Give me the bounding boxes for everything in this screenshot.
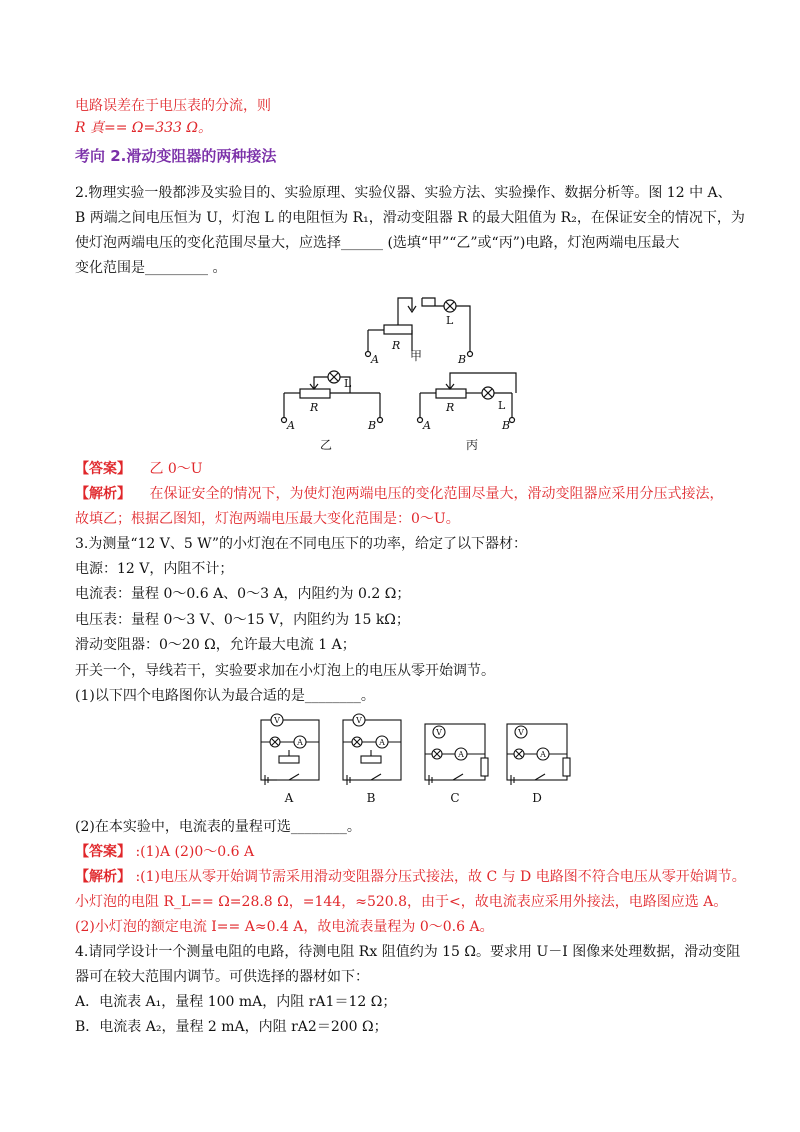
question-4-line: A．电流表 A₁，量程 100 mA，内阻 rA1＝12 Ω； bbox=[75, 994, 397, 1010]
question-3-line: 电流表：量程 0～0.6 A、0～3 A，内阻约为 0.2 Ω； bbox=[75, 586, 411, 602]
ammeter-label: A bbox=[540, 750, 546, 759]
rheostat-symbol bbox=[384, 325, 412, 334]
answer-line: 【答案】 乙 0～U bbox=[75, 461, 203, 477]
analysis-line: 故填乙；根据乙图知，灯泡两端电压最大变化范围是：0～U。 bbox=[75, 511, 460, 527]
question-3-line: 电压表：量程 0～3 V、0～15 V，内阻约为 15 kΩ； bbox=[75, 612, 410, 628]
text-line: 电路误差在于电压表的分流，则 bbox=[75, 98, 271, 114]
terminal-A: A bbox=[423, 419, 431, 432]
caption-yi: 乙 bbox=[320, 438, 333, 452]
question-3-line: (1)以下四个电路图你认为最合适的是________。 bbox=[75, 688, 375, 704]
circuit-figure-1 bbox=[260, 285, 540, 460]
terminal-B: B bbox=[502, 419, 511, 432]
question-3-line: 滑动变阻器：0～20 Ω，允许最大电流 1 A； bbox=[75, 637, 356, 653]
ammeter-label: A bbox=[458, 750, 464, 759]
terminal-A: A bbox=[371, 353, 379, 366]
question-3-line: 3.为测量“12 V、5 W”的小灯泡在不同电压下的功率，给定了以下器材： bbox=[75, 536, 528, 552]
question-3-line: (2)在本实验中，电流表的量程可选________。 bbox=[75, 819, 361, 835]
question-4-line: 4.请同学设计一个测量电阻的电路，待测电阻 Rx 阻值约为 15 Ω。要求用 U－I 图像来处理数据，滑动变阻 bbox=[75, 944, 741, 960]
terminal-B: B bbox=[368, 419, 377, 432]
label-R: R bbox=[446, 401, 455, 414]
voltmeter-label: V bbox=[356, 716, 362, 725]
ammeter-label: A bbox=[297, 738, 303, 747]
caption-jia: 甲 bbox=[410, 349, 423, 363]
analysis-line: 【解析】 在保证安全的情况下，为使灯泡两端电压的变化范围尽量大，滑动变阻器应采用分压式接法， bbox=[75, 486, 724, 502]
label-L: L bbox=[344, 377, 352, 390]
question-4-line: 器可在较大范围内调节。可供选择的器材如下： bbox=[75, 969, 369, 985]
analysis-line: 【解析】 :(1)电压从零开始调节需采用滑动变阻器分压式接法，故 C 与 D 电路图不符合电压从零开始调节。 bbox=[75, 869, 746, 885]
analysis-line: (2)小灯泡的额定电流 I== A≈0.4 A，故电流表量程为 0～0.6 A。 bbox=[75, 919, 494, 935]
question-3-line: 电源：12 V，内阻不计； bbox=[75, 561, 234, 577]
voltmeter-label: V bbox=[274, 716, 280, 725]
ammeter-label: A bbox=[379, 738, 385, 747]
label-L: L bbox=[498, 399, 506, 412]
text-line: R 真== Ω=333 Ω。 bbox=[75, 120, 213, 136]
caption-A: A bbox=[284, 791, 294, 805]
circuit-figure-2 bbox=[255, 710, 585, 810]
terminal-A: A bbox=[287, 419, 295, 432]
question-2-line: 2.物理实验一般都涉及实验目的、实验原理、实验仪器、实验方法、实验操作、数据分析等。图 12 中 A、 bbox=[75, 185, 732, 201]
voltmeter-label: V bbox=[436, 728, 442, 737]
voltmeter-label: V bbox=[518, 728, 524, 737]
analysis-line: 小灯泡的电阻 R_L== Ω=28.8 Ω，=144，≈520.8，由于<，故电流表应采用外接法，电路图应选 A。 bbox=[75, 894, 728, 910]
terminal-B: B bbox=[458, 353, 467, 366]
question-2-line: 使灯泡两端电压的变化范围尽量大，应选择______ (选填“甲”“乙”或“丙”)电路，灯泡两端电压最大 bbox=[75, 235, 680, 251]
caption-bing: 丙 bbox=[466, 438, 479, 452]
caption-D: D bbox=[532, 791, 542, 805]
section-heading: 考向 2.滑动变阻器的两种接法 bbox=[75, 147, 277, 165]
caption-B: B bbox=[366, 791, 376, 805]
question-4-line: B．电流表 A₂，量程 2 mA，内阻 rA2＝200 Ω； bbox=[75, 1019, 388, 1035]
answer-line: 【答案】 :(1)A (2)0～0.6 A bbox=[75, 844, 255, 860]
label-R: R bbox=[310, 401, 319, 414]
label-L: L bbox=[446, 314, 454, 327]
question-3-line: 开关一个，导线若干，实验要求加在小灯泡上的电压从零开始调节。 bbox=[75, 663, 495, 679]
question-2-line: 变化范围是_________ 。 bbox=[75, 260, 227, 276]
caption-C: C bbox=[450, 791, 460, 805]
label-R: R bbox=[392, 339, 401, 352]
question-2-line: B 两端之间电压恒为 U，灯泡 L 的电阻恒为 R₁，滑动变阻器 R 的最大阻值为 R₂，在保证安全的情况下，为 bbox=[75, 210, 745, 226]
